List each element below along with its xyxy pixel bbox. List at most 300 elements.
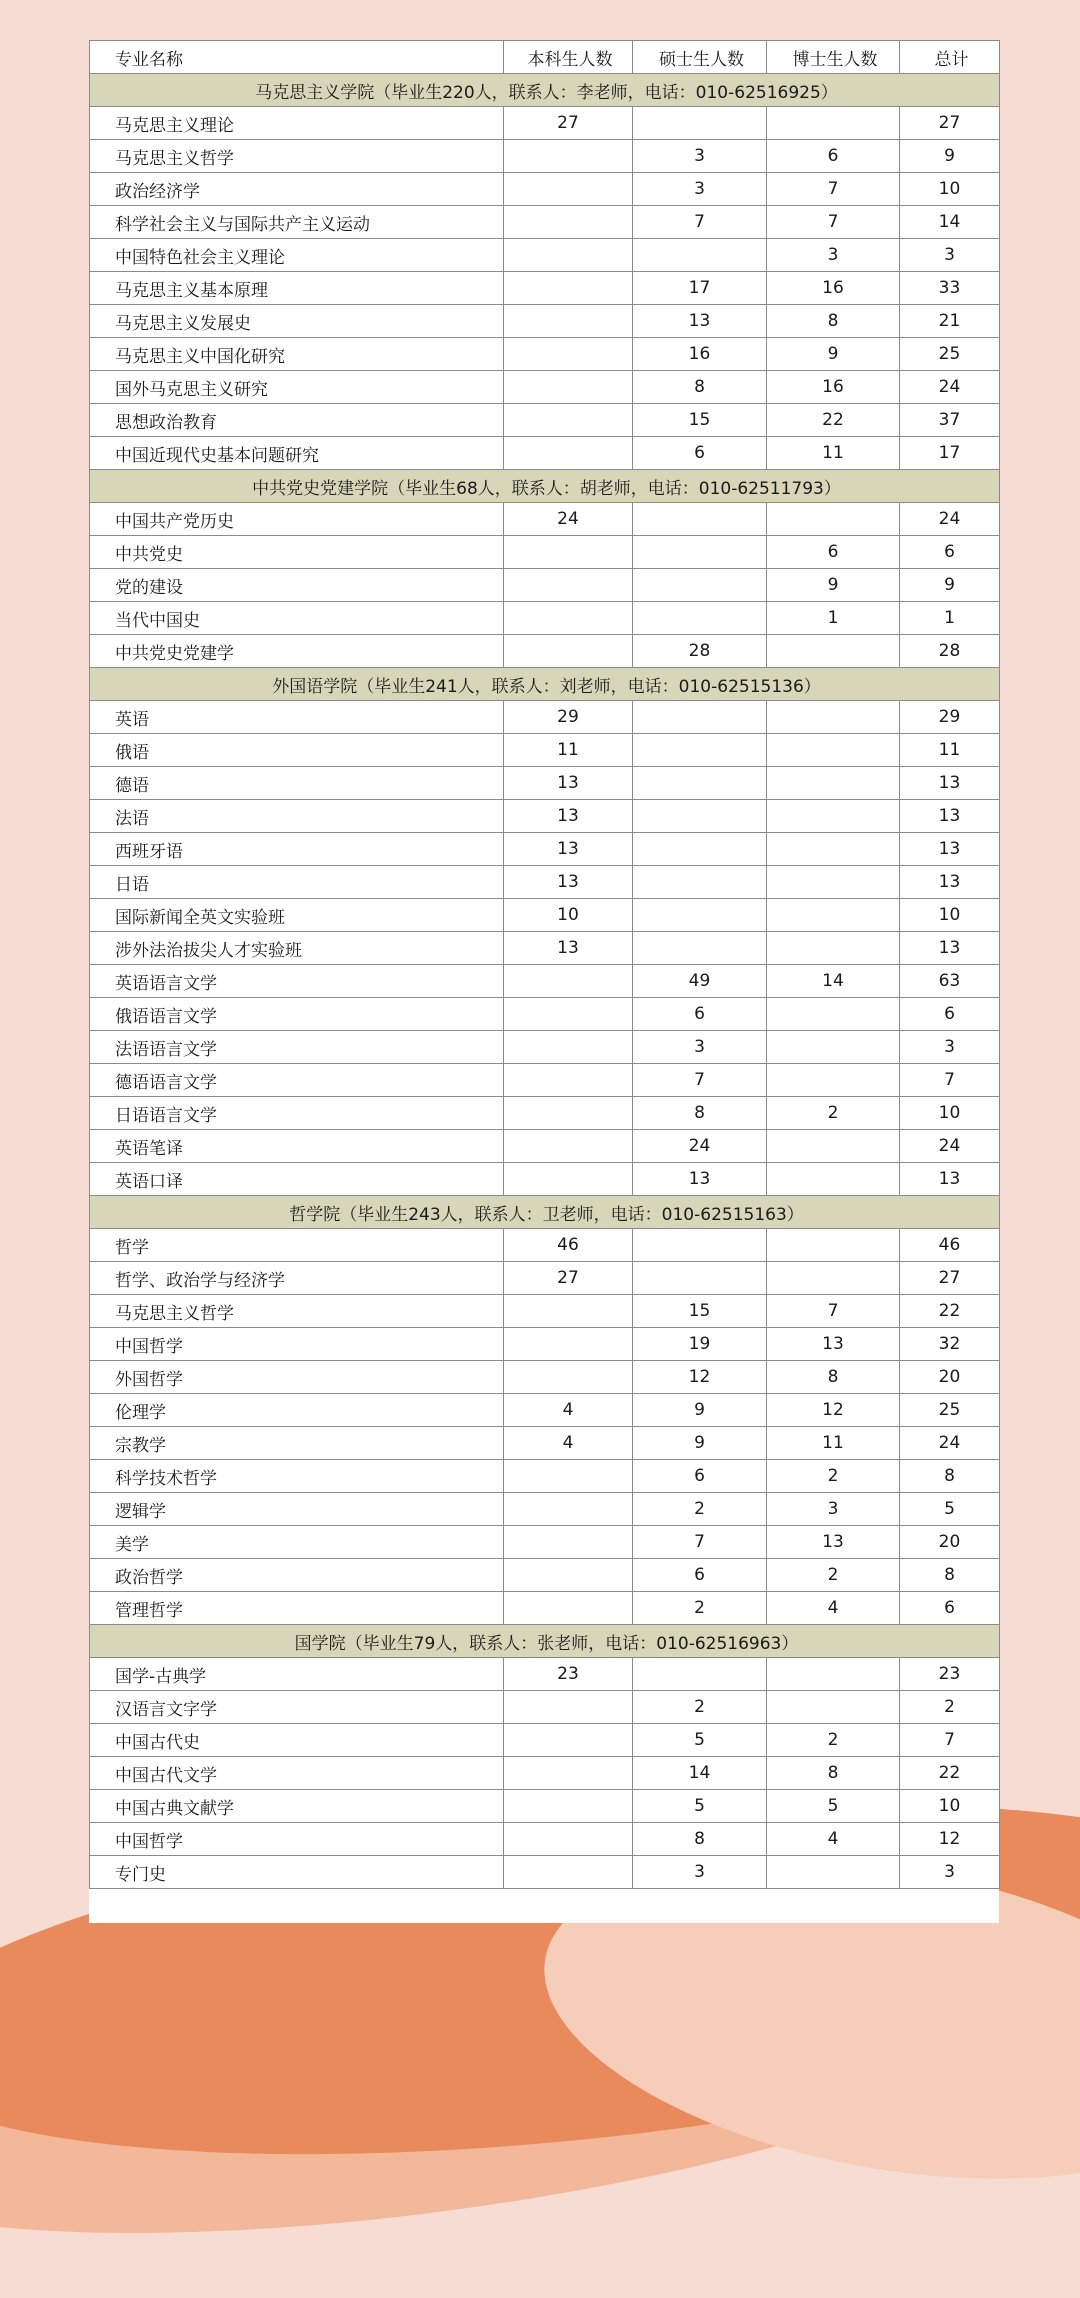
doctoral-count-cell [767,1163,900,1196]
master-count-cell [633,800,767,833]
master-count-cell: 9 [633,1427,767,1460]
doctoral-count-cell: 9 [767,338,900,371]
table-row [90,140,1000,173]
doctoral-count-cell: 4 [767,1592,900,1625]
table-row [90,635,1000,668]
document-sheet [89,40,999,1923]
undergrad-count-cell: 11 [504,734,633,767]
table-row [90,1295,1000,1328]
master-count-cell [633,866,767,899]
table-row [90,800,1000,833]
major-name-cell: 党的建设 [90,569,504,602]
undergrad-count-cell: 4 [504,1394,633,1427]
undergrad-count-cell: 46 [504,1229,633,1262]
undergrad-count-cell [504,1031,633,1064]
undergrad-count-cell [504,173,633,206]
master-count-cell: 8 [633,1823,767,1856]
table-row [90,1658,1000,1691]
master-count-cell: 3 [633,1856,767,1889]
undergrad-count-cell [504,1130,633,1163]
table-row [90,569,1000,602]
table-row [90,173,1000,206]
undergrad-count-cell [504,239,633,272]
master-count-cell: 5 [633,1724,767,1757]
major-name-cell: 德语 [90,767,504,800]
doctoral-count-cell: 11 [767,437,900,470]
doctoral-count-cell: 7 [767,206,900,239]
graduates-table [89,40,1000,1889]
total-cell: 13 [900,833,1000,866]
table-row [90,1493,1000,1526]
doctoral-count-cell: 8 [767,1361,900,1394]
table-row [90,1592,1000,1625]
total-cell: 33 [900,272,1000,305]
section-header-row [90,1625,1000,1658]
major-name-cell: 法语 [90,800,504,833]
doctoral-count-cell: 2 [767,1559,900,1592]
undergrad-count-cell: 24 [504,503,633,536]
doctoral-count-cell: 8 [767,1757,900,1790]
total-cell: 21 [900,305,1000,338]
master-count-cell: 13 [633,1163,767,1196]
total-cell: 10 [900,173,1000,206]
undergrad-count-cell: 13 [504,767,633,800]
table-row [90,701,1000,734]
total-cell: 6 [900,998,1000,1031]
table-row [90,272,1000,305]
table-row [90,536,1000,569]
master-count-cell: 17 [633,272,767,305]
master-count-cell: 13 [633,305,767,338]
section-title: 中共党史党建学院（毕业生68人，联系人：胡老师，电话：010-62511793） [90,470,1000,503]
major-name-cell: 汉语言文字学 [90,1691,504,1724]
table-header-row [90,41,1000,74]
undergrad-count-cell: 29 [504,701,633,734]
master-count-cell: 2 [633,1493,767,1526]
section-title: 哲学院（毕业生243人，联系人：卫老师，电话：010-62515163） [90,1196,1000,1229]
major-name-cell: 中共党史党建学 [90,635,504,668]
major-name-cell: 国外马克思主义研究 [90,371,504,404]
master-count-cell: 3 [633,140,767,173]
total-cell: 6 [900,536,1000,569]
master-count-cell: 16 [633,338,767,371]
undergrad-count-cell [504,1493,633,1526]
total-cell: 13 [900,1163,1000,1196]
undergrad-count-cell [504,1856,633,1889]
master-count-cell [633,107,767,140]
table-row [90,866,1000,899]
table-row [90,206,1000,239]
undergrad-count-cell [504,1295,633,1328]
major-name-cell: 马克思主义中国化研究 [90,338,504,371]
total-cell: 27 [900,107,1000,140]
doctoral-count-cell [767,503,900,536]
undergrad-count-cell [504,1097,633,1130]
total-cell: 10 [900,1790,1000,1823]
table-row [90,1559,1000,1592]
doctoral-count-cell [767,1130,900,1163]
total-cell: 63 [900,965,1000,998]
major-name-cell: 日语语言文学 [90,1097,504,1130]
column-header: 总计 [900,41,1000,74]
doctoral-count-cell: 8 [767,305,900,338]
major-name-cell: 马克思主义发展史 [90,305,504,338]
master-count-cell [633,503,767,536]
major-name-cell: 哲学 [90,1229,504,1262]
master-count-cell [633,1262,767,1295]
undergrad-count-cell [504,371,633,404]
table-row [90,1064,1000,1097]
doctoral-count-cell: 1 [767,602,900,635]
major-name-cell: 思想政治教育 [90,404,504,437]
doctoral-count-cell: 7 [767,173,900,206]
master-count-cell: 14 [633,1757,767,1790]
master-count-cell: 24 [633,1130,767,1163]
table-row [90,1361,1000,1394]
section-header-row [90,1196,1000,1229]
major-name-cell: 马克思主义理论 [90,107,504,140]
total-cell: 13 [900,866,1000,899]
doctoral-count-cell [767,107,900,140]
undergrad-count-cell: 27 [504,1262,633,1295]
table-row [90,371,1000,404]
major-name-cell: 英语口译 [90,1163,504,1196]
master-count-cell: 7 [633,1526,767,1559]
table-row [90,932,1000,965]
doctoral-count-cell [767,734,900,767]
doctoral-count-cell [767,800,900,833]
master-count-cell: 12 [633,1361,767,1394]
table-row [90,1328,1000,1361]
master-count-cell: 9 [633,1394,767,1427]
section-header-row [90,74,1000,107]
doctoral-count-cell: 2 [767,1724,900,1757]
major-name-cell: 政治哲学 [90,1559,504,1592]
major-name-cell: 俄语 [90,734,504,767]
total-cell: 14 [900,206,1000,239]
undergrad-count-cell [504,569,633,602]
master-count-cell [633,899,767,932]
table-row [90,1262,1000,1295]
doctoral-count-cell: 6 [767,536,900,569]
total-cell: 29 [900,701,1000,734]
undergrad-count-cell: 23 [504,1658,633,1691]
doctoral-count-cell [767,635,900,668]
total-cell: 2 [900,1691,1000,1724]
doctoral-count-cell: 14 [767,965,900,998]
doctoral-count-cell: 16 [767,272,900,305]
major-name-cell: 国际新闻全英文实验班 [90,899,504,932]
master-count-cell [633,602,767,635]
total-cell: 6 [900,1592,1000,1625]
total-cell: 1 [900,602,1000,635]
undergrad-count-cell [504,140,633,173]
doctoral-count-cell [767,701,900,734]
doctoral-count-cell [767,1658,900,1691]
major-name-cell: 逻辑学 [90,1493,504,1526]
doctoral-count-cell [767,866,900,899]
master-count-cell: 7 [633,1064,767,1097]
major-name-cell: 马克思主义哲学 [90,140,504,173]
major-name-cell: 法语语言文学 [90,1031,504,1064]
major-name-cell: 马克思主义基本原理 [90,272,504,305]
major-name-cell: 中国哲学 [90,1823,504,1856]
major-name-cell: 中国古代文学 [90,1757,504,1790]
doctoral-count-cell: 4 [767,1823,900,1856]
master-count-cell: 19 [633,1328,767,1361]
doctoral-count-cell [767,1229,900,1262]
major-name-cell: 中国古代史 [90,1724,504,1757]
doctoral-count-cell: 3 [767,1493,900,1526]
total-cell: 3 [900,239,1000,272]
table-row [90,503,1000,536]
major-name-cell: 专门史 [90,1856,504,1889]
major-name-cell: 英语笔译 [90,1130,504,1163]
major-name-cell: 涉外法治拔尖人才实验班 [90,932,504,965]
table-row [90,965,1000,998]
undergrad-count-cell [504,1724,633,1757]
undergrad-count-cell [504,305,633,338]
undergrad-count-cell [504,1592,633,1625]
master-count-cell [633,569,767,602]
doctoral-count-cell: 5 [767,1790,900,1823]
table-row [90,404,1000,437]
doctoral-count-cell [767,1064,900,1097]
master-count-cell: 3 [633,1031,767,1064]
total-cell: 7 [900,1064,1000,1097]
total-cell: 3 [900,1031,1000,1064]
major-name-cell: 科学技术哲学 [90,1460,504,1493]
total-cell: 13 [900,800,1000,833]
major-name-cell: 中国哲学 [90,1328,504,1361]
undergrad-count-cell: 27 [504,107,633,140]
total-cell: 23 [900,1658,1000,1691]
master-count-cell [633,701,767,734]
total-cell: 24 [900,1130,1000,1163]
doctoral-count-cell: 22 [767,404,900,437]
major-name-cell: 中国共产党历史 [90,503,504,536]
undergrad-count-cell: 13 [504,866,633,899]
doctoral-count-cell: 2 [767,1460,900,1493]
master-count-cell [633,833,767,866]
master-count-cell [633,734,767,767]
major-name-cell: 德语语言文学 [90,1064,504,1097]
table-row [90,833,1000,866]
section-title: 国学院（毕业生79人，联系人：张老师，电话：010-62516963） [90,1625,1000,1658]
major-name-cell: 国学-古典学 [90,1658,504,1691]
master-count-cell [633,1229,767,1262]
table-row [90,239,1000,272]
master-count-cell: 2 [633,1691,767,1724]
doctoral-count-cell: 7 [767,1295,900,1328]
master-count-cell [633,536,767,569]
total-cell: 25 [900,338,1000,371]
doctoral-count-cell: 11 [767,1427,900,1460]
major-name-cell: 科学社会主义与国际共产主义运动 [90,206,504,239]
total-cell: 8 [900,1460,1000,1493]
major-name-cell: 伦理学 [90,1394,504,1427]
total-cell: 13 [900,767,1000,800]
master-count-cell: 8 [633,371,767,404]
undergrad-count-cell [504,206,633,239]
total-cell: 10 [900,1097,1000,1130]
doctoral-count-cell [767,1691,900,1724]
doctoral-count-cell [767,932,900,965]
undergrad-count-cell: 13 [504,833,633,866]
column-header: 硕士生人数 [633,41,767,74]
major-name-cell: 当代中国史 [90,602,504,635]
undergrad-count-cell [504,1691,633,1724]
undergrad-count-cell [504,1328,633,1361]
table-row [90,107,1000,140]
major-name-cell: 中国特色社会主义理论 [90,239,504,272]
section-title: 外国语学院（毕业生241人，联系人：刘老师，电话：010-62515136） [90,668,1000,701]
undergrad-count-cell [504,338,633,371]
table-row [90,1427,1000,1460]
doctoral-count-cell [767,899,900,932]
undergrad-count-cell [504,1361,633,1394]
undergrad-count-cell [504,965,633,998]
undergrad-count-cell [504,998,633,1031]
master-count-cell: 2 [633,1592,767,1625]
undergrad-count-cell [504,1064,633,1097]
total-cell: 28 [900,635,1000,668]
table-row [90,437,1000,470]
total-cell: 17 [900,437,1000,470]
undergrad-count-cell [504,1460,633,1493]
total-cell: 22 [900,1295,1000,1328]
undergrad-count-cell [504,602,633,635]
master-count-cell [633,1658,767,1691]
total-cell: 10 [900,899,1000,932]
total-cell: 32 [900,1328,1000,1361]
master-count-cell: 15 [633,1295,767,1328]
doctoral-count-cell [767,1856,900,1889]
major-name-cell: 西班牙语 [90,833,504,866]
total-cell: 27 [900,1262,1000,1295]
master-count-cell [633,767,767,800]
table-row [90,1856,1000,1889]
undergrad-count-cell: 13 [504,932,633,965]
table-row [90,998,1000,1031]
table-row [90,1031,1000,1064]
major-name-cell: 俄语语言文学 [90,998,504,1031]
doctoral-count-cell [767,767,900,800]
major-name-cell: 英语 [90,701,504,734]
total-cell: 12 [900,1823,1000,1856]
total-cell: 11 [900,734,1000,767]
undergrad-count-cell: 13 [504,800,633,833]
section-header-row [90,668,1000,701]
table-row [90,734,1000,767]
column-header: 本科生人数 [504,41,633,74]
doctoral-count-cell [767,833,900,866]
column-header: 博士生人数 [767,41,900,74]
doctoral-count-cell: 13 [767,1328,900,1361]
undergrad-count-cell [504,536,633,569]
major-name-cell: 英语语言文学 [90,965,504,998]
total-cell: 24 [900,503,1000,536]
master-count-cell [633,932,767,965]
section-title: 马克思主义学院（毕业生220人，联系人：李老师，电话：010-62516925） [90,74,1000,107]
table-row [90,767,1000,800]
total-cell: 25 [900,1394,1000,1427]
undergrad-count-cell [504,1163,633,1196]
master-count-cell: 5 [633,1790,767,1823]
master-count-cell: 7 [633,206,767,239]
column-header: 专业名称 [90,41,504,74]
total-cell: 3 [900,1856,1000,1889]
master-count-cell: 3 [633,173,767,206]
table-body [90,41,1000,1889]
major-name-cell: 马克思主义哲学 [90,1295,504,1328]
table-row [90,338,1000,371]
total-cell: 20 [900,1361,1000,1394]
master-count-cell: 8 [633,1097,767,1130]
major-name-cell: 管理哲学 [90,1592,504,1625]
major-name-cell: 哲学、政治学与经济学 [90,1262,504,1295]
master-count-cell: 49 [633,965,767,998]
doctoral-count-cell: 16 [767,371,900,404]
doctoral-count-cell: 9 [767,569,900,602]
table-row [90,1163,1000,1196]
major-name-cell: 日语 [90,866,504,899]
table-row [90,305,1000,338]
undergrad-count-cell: 10 [504,899,633,932]
total-cell: 22 [900,1757,1000,1790]
undergrad-count-cell [504,1823,633,1856]
total-cell: 13 [900,932,1000,965]
table-row [90,899,1000,932]
total-cell: 20 [900,1526,1000,1559]
table-row [90,1526,1000,1559]
doctoral-count-cell [767,1262,900,1295]
major-name-cell: 外国哲学 [90,1361,504,1394]
table-row [90,1229,1000,1262]
master-count-cell: 15 [633,404,767,437]
doctoral-count-cell: 3 [767,239,900,272]
undergrad-count-cell [504,635,633,668]
master-count-cell: 6 [633,1460,767,1493]
table-row [90,1130,1000,1163]
master-count-cell: 6 [633,998,767,1031]
doctoral-count-cell [767,1031,900,1064]
undergrad-count-cell [504,1757,633,1790]
total-cell: 9 [900,569,1000,602]
undergrad-count-cell [504,437,633,470]
total-cell: 24 [900,1427,1000,1460]
table-row [90,1691,1000,1724]
table-row [90,1823,1000,1856]
total-cell: 7 [900,1724,1000,1757]
major-name-cell: 美学 [90,1526,504,1559]
table-row [90,1394,1000,1427]
total-cell: 8 [900,1559,1000,1592]
undergrad-count-cell [504,272,633,305]
major-name-cell: 中国近现代史基本问题研究 [90,437,504,470]
undergrad-count-cell: 4 [504,1427,633,1460]
master-count-cell: 6 [633,437,767,470]
doctoral-count-cell: 12 [767,1394,900,1427]
major-name-cell: 政治经济学 [90,173,504,206]
undergrad-count-cell [504,1526,633,1559]
master-count-cell [633,239,767,272]
doctoral-count-cell [767,998,900,1031]
master-count-cell: 28 [633,635,767,668]
table-row [90,1757,1000,1790]
major-name-cell: 中共党史 [90,536,504,569]
table-row [90,1790,1000,1823]
